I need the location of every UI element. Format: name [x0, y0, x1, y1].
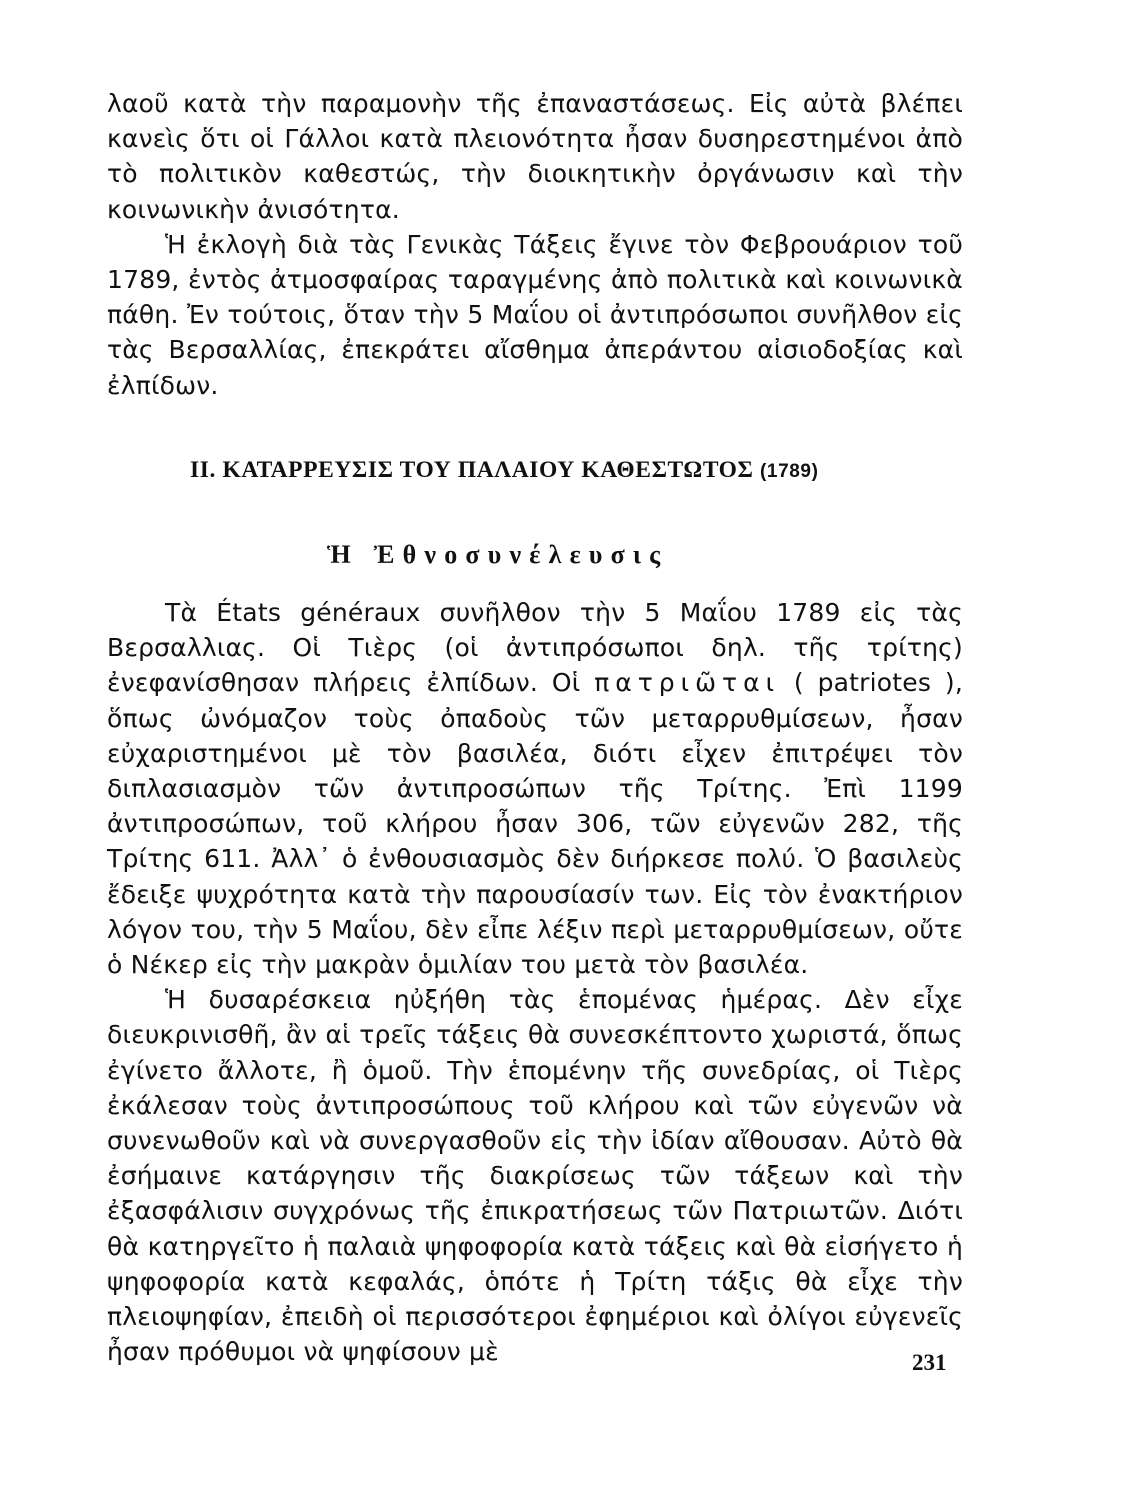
sub-heading: Ἡ Ἐθνοσυνέλευσις [327, 540, 669, 569]
body-paragraph-2: Ἡ δυσαρέσκεια ηὐξήθη τὰς ἑπομένας ἡμέρας. Δὲν εἶχε διευκρινισθῆ, ἂν αἱ τρεῖς τάξεις θὰ συνεσκέπτοντο χωριστά, ὅπως ἐγίνετο ἄλλοτε, ἢ ὁμοῦ. Τὴν ἑπομένην τῆς συνεδρίας, οἱ Τιὲρς ἐκάλεσαν τοὺς ἀντιπροσώπους τοῦ κλήρου καὶ τῶν εὐγενῶν νὰ συνενωθοῦν καὶ νὰ συνεργασθοῦν εἰς τὴν ἰδίαν αἴθουσαν. Αὐτὸ θὰ ἐσήμαινε κατάργησιν τῆς διακρίσεως τῶν τάξεων καὶ τὴν ἐξασφάλισιν συγχρόνως τῆς ἐπικρατήσεως τῶν Πατριωτῶν. Διότι θὰ κατηργεῖτο ἡ παλαιὰ ψηφοφορία κατὰ τάξεις καὶ θὰ εἰσήγετο ἡ ψηφοφορία κατὰ κεφαλάς, ὁπότε ἡ Τρίτη τάξις θὰ εἶχε τὴν πλειοψηφίαν, ἐπειδὴ οἱ περισσότεροι ἐφημέριοι καὶ ὀλίγοι εὐγενεῖς ἦσαν πρόθυμοι νὰ ψηφίσουν μὲ [107, 985, 963, 1367]
spaced-term-patriotes: πατριῶται [594, 668, 781, 698]
body-paragraph-1 [107, 595, 963, 982]
section-heading [190, 455, 890, 487]
section-year: (1789) [760, 461, 819, 482]
page-number: 231 [912, 1350, 947, 1375]
body-text-block [107, 595, 963, 1369]
intro-text-block [107, 86, 963, 403]
body-paragraph-1-start: Τὰ États généraux συνῆλθον τὴν 5 Μαΐου 1789 εἰς τὰς Βερσαλλιας. Οἱ Τιὲρς (οἱ ἀντιπρόσωποι δηλ. τῆς τρίτης) ἐνεφανίσθησαν πλήρεις ἐλπίδων. Οἱ [107, 598, 963, 698]
intro-paragraph-1: λαοῦ κατὰ τὴν παραμονὴν τῆς ἐπαναστάσεως. Εἰς αὐτὰ βλέπει κανεὶς ὅτι οἱ Γάλλοι κατὰ πλειονότητα ἦσαν δυσηρεστημένοι ἀπὸ τὸ πολιτικὸν καθεστώς, τὴν διοικητικὴν ὀργάνωσιν καὶ τὴν κοινωνικὴν ἀνισότητα. [107, 89, 963, 224]
section-title: II. ΚΑΤΑΡΡΕΥΣΙΣ ΤΟΥ ΠΑΛΑΙΟΥ ΚΑΘΕΣΤΩΤΟΣ [190, 457, 754, 483]
intro-paragraph-2: Ἡ ἐκλογὴ διὰ τὰς Γενικὰς Τάξεις ἔγινε τὸν Φεβρουάριον τοῦ 1789, ἐντὸς ἀτμοσφαίρας ταραγμένης ἀπὸ πολιτικὰ καὶ κοινωνικὰ πάθη. Ἐν τούτοις, ὅταν τὴν 5 Μαΐου οἱ ἀντιπρόσωποι συνῆλθον εἰς τὰς Βερσαλλίας, ἐπεκράτει αἴσθημα ἀπεράντου αἰσιοδοξίας καὶ ἐλπίδων. [107, 229, 963, 400]
body-paragraph-1-rest: ( patriotes ), ὅπως ὠνόμαζον τοὺς ὀπαδοὺς τῶν μεταρρυθμίσεων, ἦσαν εὐχαριστημένοι μὲ τὸν βασιλέα, διότι εἶχεν ἐπιτρέψει τὸν διπλασιασμὸν τῶν ἀντιπροσώπων τῆς Τρίτης. Ἐπὶ 1199 ἀντιπροσώπων, τοῦ κλήρου ἦσαν 306, τῶν εὐγενῶν 282, τῆς Τρίτης 611. Ἀλλ᾽ ὁ ἐνθουσιασμὸς δὲν διήρκεσε πολύ. Ὁ βασιλεὺς ἔδειξε ψυχρότητα κατὰ τὴν παρουσίασίν των. Εἰς τὸν ἐνακτήριον λόγον του, τὴν 5 Μαΐου, δὲν εἶπε λέξιν περὶ μεταρρυθμίσεων, οὔτε ὁ Νέκερ εἰς τὴν μακρὰν ὁμιλίαν του μετὰ τὸν βασιλέα. [107, 668, 964, 980]
